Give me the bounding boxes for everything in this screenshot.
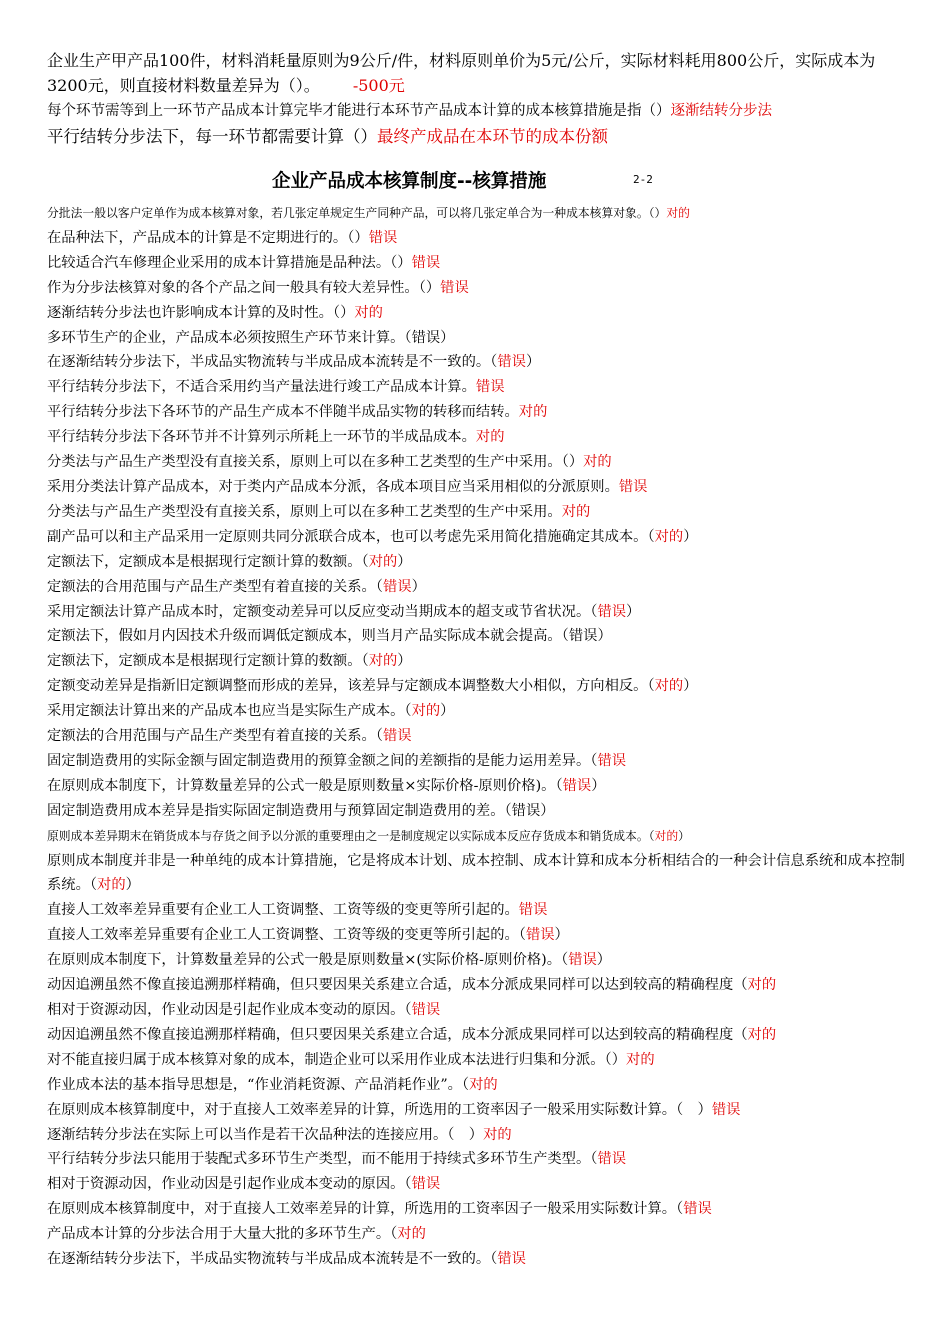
question-closing-paren: ） (397, 653, 412, 670)
question-answer: 对的 (411, 703, 441, 720)
question-item (47, 923, 905, 948)
question-item (47, 301, 905, 326)
question-text: 定额法下，定额成本是根据现行定额计算的数额。（ (47, 653, 369, 670)
question-text: 固定制造费用成本差异是指实际固定制造费用与预算固定制造费用的差。（ (47, 802, 512, 819)
question-text: 逐渐结转分步法也许影响成本计算的及时性。（） (47, 304, 355, 321)
question-item (47, 649, 905, 674)
question-answer: 错误 (518, 902, 548, 919)
question-text: 分批法一般以客户定单作为成本核算对象，若几张定单规定生产同种产品，可以将几张定单合为一种成本核算对象。（） (47, 206, 667, 220)
question-closing-paren: ） (626, 603, 641, 620)
question-answer: 对的 (583, 454, 612, 471)
question-item (47, 674, 905, 699)
question-closing-paren: ） (525, 354, 541, 371)
question-item (47, 973, 905, 998)
question-text: 作为分步法核算对象的各个产品之间一般具有较大差异性。（） (47, 279, 441, 296)
question-text: 动因追溯虽然不像直接追溯那样精确，但只要因果关系建立合适，成本分派成果同样可以达到较高的精确程度（ (47, 977, 748, 994)
question-text: 平行结转分步法只能用于装配式多环节生产类型，而不能用于持续式多环节生产类型。（ (47, 1151, 598, 1168)
question-item (47, 1172, 905, 1197)
question-answer: 对的 (368, 653, 398, 670)
question-item (47, 774, 905, 799)
question-answer: 对的 (483, 1126, 512, 1143)
question-text: 原则成本差异期末在销货成本与存货之间予以分派的重要理由之一是制度规定以实际成本反应存货成本和销货成本。（ (47, 828, 655, 843)
question-text: 相对于资源动因，作业动因是引起作业成本变动的原因。（ (47, 1176, 412, 1193)
question-item (47, 251, 905, 276)
question-answer: 对的 (747, 1026, 777, 1043)
question-item (47, 475, 905, 500)
question-answer: 错误 (525, 927, 555, 944)
question-answer: 对的 (97, 877, 126, 894)
question-text: 分类法与产品生产类型没有直接关系，原则上可以在多种工艺类型的生产中采用。 (47, 503, 562, 520)
question-item (47, 948, 905, 973)
question-text: 定额法的合用范围与产品生产类型有着直接的关系。（ (47, 728, 383, 745)
question-closing-paren: ） (411, 578, 426, 595)
intro-question-1-text: 企业生产甲产品100件，材料消耗量原则为9公斤/件，材料原则单价为5元/公斤，实际材料耗用800公斤，实际成本为3200元，则直接材料数量差异为（）。 (47, 51, 876, 95)
question-closing-paren: ） (591, 777, 606, 794)
question-answer: 错误 (411, 329, 441, 346)
question-text: 副产品可以和主产品采用一定原则共同分派联合成本，也可以考虑先采用简化措施确定其成本。（ (47, 528, 655, 545)
question-answer: 对的 (469, 1076, 498, 1093)
question-item (47, 849, 905, 899)
question-text: 平行结转分步法下各环节的产品生产成本不伴随半成品实物的转移而结转。 (47, 404, 519, 421)
question-text: 平行结转分步法下各环节并不计算列示所耗上一环节的半成品成本。 (47, 429, 476, 446)
question-item (47, 1098, 905, 1123)
question-text: 在原则成本制度下，计算数量差异的公式一般是原则数量×(实际价格-原则价格)。（ (47, 952, 569, 969)
intro-question-3-answer: 最终产成品在本环节的成本份额 (377, 127, 608, 146)
question-item (47, 624, 905, 649)
intro-question-3-text: 平行结转分步法下，每一环节都需要计算（） (47, 127, 377, 146)
intro-question-1 (47, 48, 905, 98)
question-item (47, 400, 905, 425)
question-text: 分类法与产品生产类型没有直接关系，原则上可以在多种工艺类型的生产中采用。（） (47, 454, 584, 471)
question-item (47, 799, 905, 824)
section-code: 2-2 (633, 173, 653, 186)
section-header (47, 163, 905, 201)
question-text: 多环节生产的企业，产品成本必须按照生产环节来计算。（ (47, 329, 412, 346)
question-item (47, 525, 905, 550)
question-closing-paren: ） (397, 553, 412, 570)
intro-question-2-answer: 逐渐结转分步法 (670, 103, 772, 119)
question-text: 直接人工效率差异重要有企业工人工资调整、工资等级的变更等所引起的。（ (47, 927, 526, 944)
question-text: 定额法的合用范围与产品生产类型有着直接的关系。（ (47, 578, 383, 595)
question-item (47, 699, 905, 724)
question-text: 采用定额法计算出来的产品成本也应当是实际生产成本。（ (47, 703, 412, 720)
question-item (47, 1197, 905, 1222)
question-item (47, 1048, 905, 1073)
question-item (47, 724, 905, 749)
question-item (47, 1123, 905, 1148)
question-item (47, 550, 905, 575)
question-item (47, 226, 905, 251)
question-answer: 错误 (597, 603, 627, 620)
question-item (47, 998, 905, 1023)
question-text: 采用分类法计算产品成本，对于类内产品成本分派，各成本项目应当采用相似的分派原则。 (47, 478, 619, 495)
question-answer: 对的 (626, 1051, 655, 1068)
question-text: 在品种法下，产品成本的计算是不定期进行的。（） (47, 229, 369, 246)
question-answer: 对的 (368, 553, 398, 570)
question-answer: 错误 (511, 802, 541, 819)
section-title: 企业产品成本核算制度--核算措施 (272, 171, 547, 192)
question-text: 在原则成本核算制度中，对于直接人工效率差异的计算，所选用的工资率因子一般采用实际数计算。（ ） (47, 1101, 712, 1118)
question-closing-paren: ） (678, 828, 690, 843)
question-closing-paren: ） (683, 678, 698, 695)
question-closing-paren: ） (440, 703, 455, 720)
question-answer: 错误 (497, 354, 526, 371)
question-answer: 对的 (518, 404, 548, 421)
intro-question-2 (47, 98, 905, 124)
question-item (47, 898, 905, 923)
question-item (47, 500, 905, 525)
question-answer: 对的 (561, 503, 591, 520)
question-item (47, 1222, 905, 1247)
question-answer: 错误 (618, 478, 648, 495)
question-text: 作业成本法的基本指导思想是，“作业消耗资源、产品消耗作业”。（ (47, 1076, 470, 1093)
question-text: 比较适合汽车修理企业采用的成本计算措施是品种法。（） (47, 254, 412, 271)
question-answer: 错误 (568, 628, 598, 645)
question-answer: 对的 (654, 528, 684, 545)
question-answer: 错误 (411, 1176, 441, 1193)
question-answer: 错误 (368, 229, 398, 246)
question-closing-paren: ） (554, 927, 569, 944)
question-text: 平行结转分步法下，不适合采用约当产量法进行竣工产品成本计算。 (47, 379, 476, 396)
question-text: 在原则成本制度下，计算数量差异的公式一般是原则数量×实际价格-原则价格)。（ (47, 777, 563, 794)
question-text: 在逐渐结转分步法下，半成品实物流转与半成品成本流转是不一致的。（ (47, 354, 498, 371)
question-closing-paren: ） (597, 628, 612, 645)
question-answer: 对的 (747, 977, 777, 994)
question-answer: 对的 (654, 678, 684, 695)
question-closing-paren: ） (683, 528, 698, 545)
question-text: 固定制造费用的实际金额与固定制造费用的预算金额之间的差额指的是能力运用差异。（ (47, 752, 598, 769)
document-page (47, 48, 905, 1272)
question-answer: 错误 (411, 1002, 441, 1018)
question-item (47, 276, 905, 301)
question-item (47, 425, 905, 450)
question-text: 定额法下，定额成本是根据现行定额计算的数额。（ (47, 553, 369, 570)
question-answer: 错误 (382, 578, 412, 595)
question-item (47, 326, 905, 351)
question-answer: 错误 (597, 752, 627, 769)
question-text: 动因追溯虽然不像直接追溯那样精确，但只要因果关系建立合适，成本分派成果同样可以达到较高的精确程度（ (47, 1026, 748, 1043)
question-item (47, 450, 905, 475)
question-item (47, 201, 905, 226)
intro-question-2-text: 每个环节需等到上一环节产品成本计算完毕才能进行本环节产品成本计算的成本核算措施是指（） (47, 103, 671, 119)
question-text: 采用定额法计算产品成本时，定额变动差异可以反应变动当期成本的超支或节省状况。（ (47, 603, 598, 620)
question-text: 直接人工效率差异重要有企业工人工资调整、工资等级的变更等所引起的。 (47, 902, 519, 919)
question-text: 定额变动差异是指新旧定额调整而形成的差异，该差异与定额成本调整数大小相似，方向相反。（ (47, 678, 655, 695)
question-item (47, 350, 905, 375)
question-answer: 对的 (397, 1226, 426, 1243)
intro-question-1-answer: -500元 (352, 76, 405, 95)
question-closing-paren: ） (125, 877, 140, 894)
intro-question-3 (47, 124, 905, 150)
question-answer: 错误 (497, 1251, 526, 1268)
question-item (47, 575, 905, 600)
question-text: 相对于资源动因，作业动因是引起作业成本变动的原因。（ (47, 1002, 412, 1018)
question-answer: 对的 (666, 206, 690, 220)
question-item (47, 824, 905, 849)
question-item (47, 1023, 905, 1048)
question-answer: 对的 (654, 828, 679, 843)
question-list (47, 201, 905, 1272)
question-item (47, 375, 905, 400)
question-item (47, 1147, 905, 1172)
question-answer: 错误 (597, 1151, 627, 1168)
question-text: 逐渐结转分步法在实际上可以当作是若干次品种法的连接应用。（ ） (47, 1126, 484, 1143)
question-text: 在逐渐结转分步法下，半成品实物流转与半成品成本流转是不一致的。（ (47, 1251, 498, 1268)
question-answer: 错误 (440, 279, 469, 296)
question-item (47, 1247, 905, 1272)
question-answer: 对的 (354, 304, 383, 321)
question-answer: 错误 (411, 254, 441, 271)
question-text: 原则成本制度并非是一种单纯的成本计算措施，它是将成本计划、成本控制、成本计算和成本分析相结合的一种会计信息系统和成本控制系统。（ (47, 852, 905, 894)
question-answer: 错误 (475, 379, 505, 396)
question-text: 在原则成本核算制度中，对于直接人工效率差异的计算，所选用的工资率因子一般采用实际数计算。（ (47, 1201, 684, 1218)
question-answer: 错误 (568, 952, 597, 969)
question-text: 产品成本计算的分步法合用于大量大批的多环节生产。（ (47, 1226, 398, 1243)
question-answer: 错误 (562, 777, 592, 794)
question-answer: 错误 (683, 1201, 712, 1218)
question-closing-paren: ） (440, 329, 455, 346)
question-answer: 错误 (711, 1101, 741, 1118)
question-item (47, 1073, 905, 1098)
question-answer: 错误 (382, 728, 412, 745)
question-closing-paren: ） (540, 802, 555, 819)
question-text: 定额法下，假如月内因技术升级而调低定额成本，则当月产品实际成本就会提高。（ (47, 628, 569, 645)
question-item (47, 600, 905, 625)
question-text: 对不能直接归属于成本核算对象的成本，制造企业可以采用作业成本法进行归集和分派。（） (47, 1051, 627, 1068)
question-closing-paren: ） (596, 952, 612, 969)
question-item (47, 749, 905, 774)
question-answer: 对的 (475, 429, 505, 446)
